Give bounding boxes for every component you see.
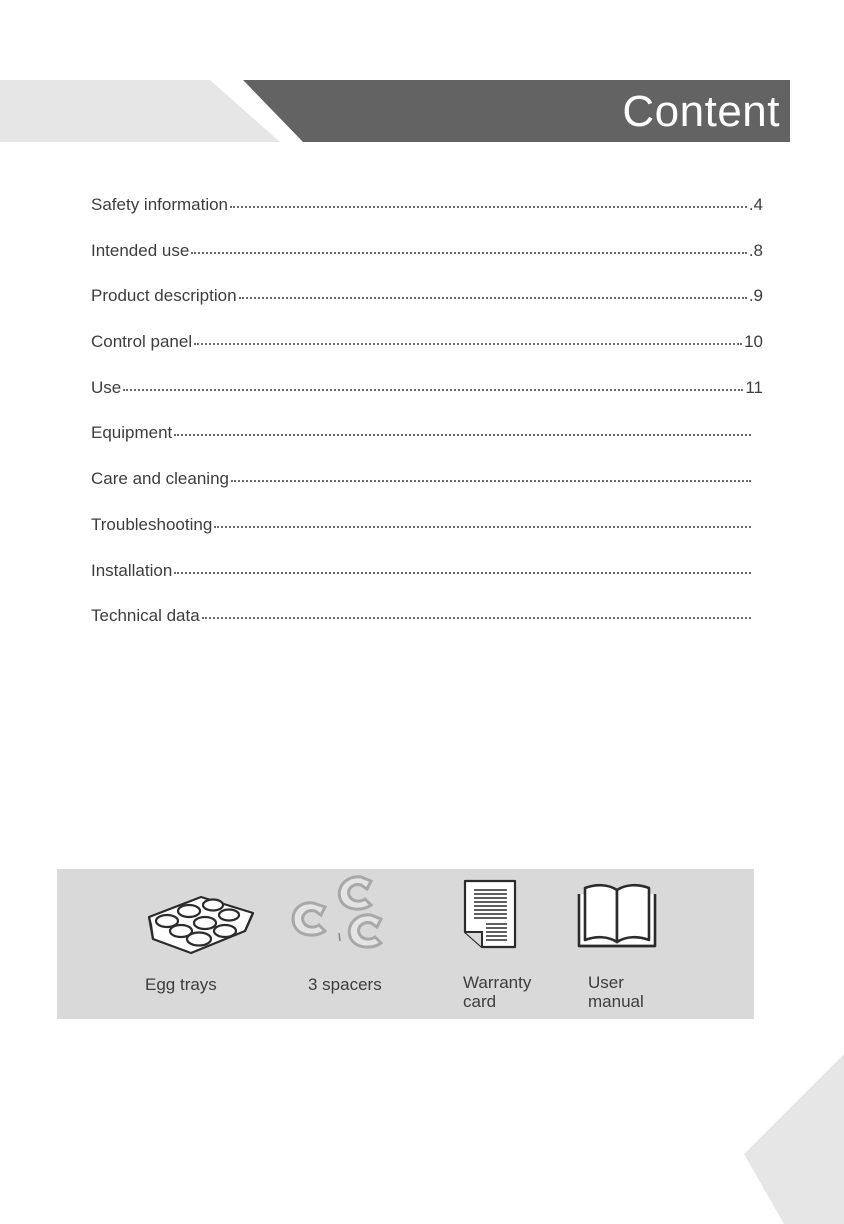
accessory-label-spacers: 3 spacers (308, 975, 382, 994)
egg-tray-icon (141, 887, 261, 959)
toc-row-product-description[interactable] (91, 285, 763, 331)
toc-title: Installation (91, 560, 173, 580)
accessory-label-egg-trays: Egg trays (145, 975, 217, 994)
toc-title: Technical data (91, 606, 200, 626)
toc-row-equipment[interactable] (91, 422, 763, 468)
toc-page-number: .8 (748, 240, 763, 260)
toc-title: Control panel (91, 332, 193, 352)
toc-leader-dots (214, 512, 751, 528)
page-corner-decoration (744, 1054, 844, 1224)
accessory-label-warranty-card: Warranty card (463, 973, 532, 1011)
toc-title: Troubleshooting (91, 514, 213, 534)
toc-leader-dots (191, 238, 747, 254)
toc-page-number: 10 (744, 332, 763, 352)
toc-leader-dots (194, 329, 742, 345)
toc-leader-dots (123, 375, 743, 391)
toc-row-care-and-cleaning[interactable] (91, 468, 763, 514)
spacer-icon (283, 869, 407, 959)
toc-leader-dots (231, 466, 751, 482)
toc-title: Product description (91, 286, 237, 306)
toc-title: Equipment (91, 423, 173, 443)
toc-row-safety-information[interactable] (91, 194, 763, 240)
toc-title: Use (91, 377, 122, 397)
toc-page-number: .9 (748, 286, 763, 306)
toc-leader-dots (174, 420, 751, 436)
toc-page-number: 11 (745, 377, 763, 397)
toc-leader-dots (202, 603, 751, 619)
toc-title: Care and cleaning (91, 469, 229, 489)
toc-row-intended-use[interactable] (91, 240, 763, 286)
toc-row-technical-data[interactable] (91, 605, 763, 651)
table-of-contents (91, 194, 763, 651)
toc-row-installation[interactable] (91, 560, 763, 606)
toc-leader-dots (239, 283, 747, 299)
page-title: Content (622, 87, 780, 136)
toc-title: Intended use (91, 240, 190, 260)
toc-row-use[interactable] (91, 377, 763, 423)
accessory-label-user-manual: User manual (588, 973, 644, 1011)
toc-row-control-panel[interactable] (91, 331, 763, 377)
toc-title: Safety information (91, 195, 229, 214)
toc-row-troubleshooting[interactable] (91, 514, 763, 560)
toc-leader-dots (230, 192, 747, 208)
user-manual-icon (576, 880, 658, 950)
accessories-panel (57, 869, 754, 1019)
warranty-card-icon (462, 878, 518, 950)
toc-leader-dots (174, 558, 751, 574)
toc-page-number: .4 (748, 195, 763, 214)
